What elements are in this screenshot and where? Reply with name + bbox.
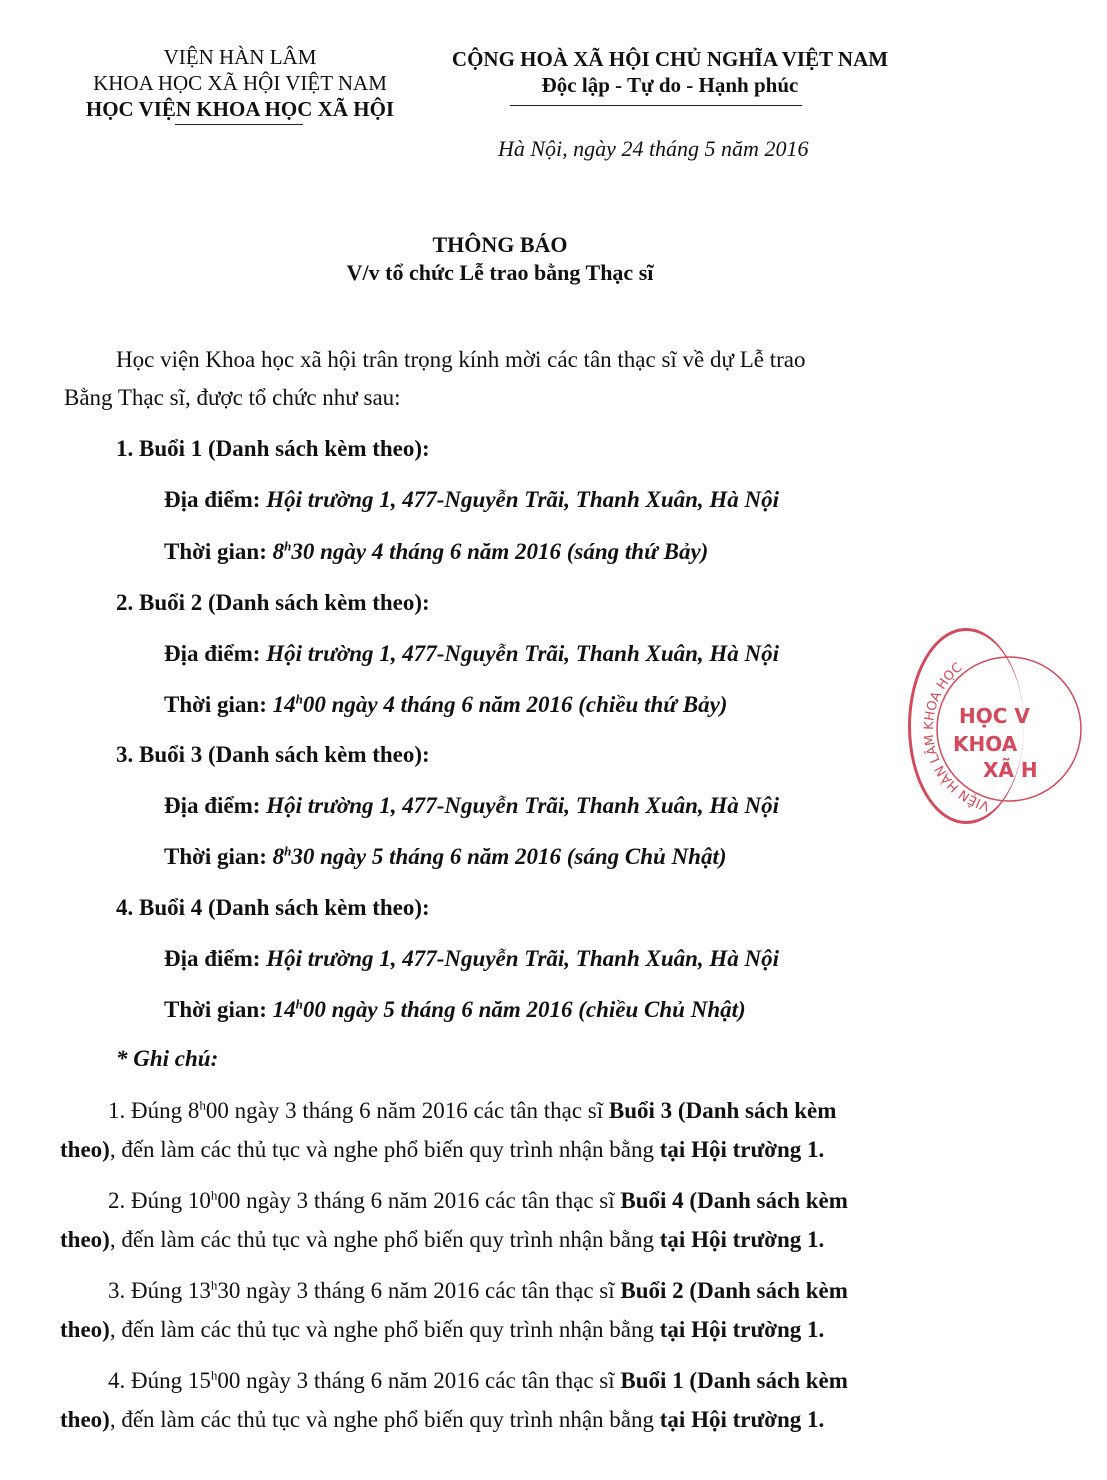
location-label: Địa điểm:	[164, 793, 261, 818]
agency-line-3: HỌC VIỆN KHOA HỌC XÃ HỘI	[85, 97, 395, 121]
time-label: Thời gian:	[164, 844, 267, 869]
national-header	[430, 46, 910, 98]
motto-underline	[510, 105, 802, 106]
location-value: Hội trường 1, 477-Nguyễn Trãi, Thanh Xuân, Hà Nội	[266, 946, 780, 971]
seal-graphic	[911, 631, 1107, 827]
note-text-cont: , đến làm các thủ tục và nghe phổ biến quy trình nhận bằng	[109, 1137, 660, 1162]
note-session: Buổi 3 (Danh sách kèm	[608, 1098, 837, 1123]
note-line-2	[60, 1227, 824, 1253]
note-place: tại Hội trường 1.	[659, 1317, 825, 1342]
time-rest: 30 ngày 4 tháng 6 năm 2016 (sáng thứ Bảy)	[291, 539, 709, 564]
location-value: Hội trường 1, 477-Nguyễn Trãi, Thanh Xuân, Hà Nội	[266, 793, 780, 818]
document-title: THÔNG BÁO	[432, 232, 568, 257]
session-time	[164, 692, 727, 718]
hour-mark: h	[210, 1187, 218, 1203]
note-number: 3. Đúng 13	[108, 1278, 211, 1303]
session-time	[164, 997, 746, 1023]
agency-line-1: VIỆN HÀN LÂM	[163, 45, 317, 69]
note-session: Buổi 2 (Danh sách kèm	[620, 1278, 848, 1303]
note-text: 00 ngày 3 tháng 6 năm 2016 các tân thạc sĩ	[217, 1188, 621, 1213]
seal-line-3: XÃ H	[983, 758, 1038, 782]
session-location	[164, 641, 779, 667]
note-number: 4. Đúng 15	[108, 1368, 211, 1393]
intro-line-2: Bằng Thạc sĩ, được tổ chức như sau:	[64, 385, 401, 410]
note-place: tại Hội trường 1.	[659, 1227, 825, 1252]
location-label: Địa điểm:	[164, 946, 261, 971]
time-label: Thời gian:	[164, 997, 267, 1022]
note-text-cont: , đến làm các thủ tục và nghe phổ biến quy trình nhận bằng	[109, 1317, 660, 1342]
date-line: Hà Nội, ngày 24 tháng 5 năm 2016	[498, 136, 809, 161]
time-rest: 00 ngày 5 tháng 6 năm 2016 (chiều Chủ Nhật)	[302, 997, 746, 1022]
notes-label: * Ghi chú:	[116, 1046, 219, 1071]
location-label: Địa điểm:	[164, 641, 261, 666]
session-location	[164, 487, 779, 513]
location-value: Hội trường 1, 477-Nguyễn Trãi, Thanh Xuân, Hà Nội	[266, 487, 780, 512]
note-session-cont: theo)	[60, 1407, 110, 1432]
session-time	[164, 844, 727, 870]
location-value: Hội trường 1, 477-Nguyễn Trãi, Thanh Xuân, Hà Nội	[266, 641, 780, 666]
note-session-cont: theo)	[60, 1227, 110, 1252]
note-number: 2. Đúng 10	[108, 1188, 211, 1213]
agency-header	[40, 44, 440, 122]
session-location	[164, 793, 779, 819]
hour-mark: h	[284, 843, 292, 859]
national-motto: Độc lập - Tự do - Hạnh phúc	[541, 73, 799, 97]
time-rest: 00 ngày 4 tháng 6 năm 2016 (chiều thứ Bảy)	[302, 692, 728, 717]
time-label: Thời gian:	[164, 692, 267, 717]
time-rest: 30 ngày 5 tháng 6 năm 2016 (sáng Chủ Nhật)	[291, 844, 727, 869]
note-place: tại Hội trường 1.	[659, 1407, 825, 1432]
note-line-1	[108, 1278, 848, 1304]
seal-ring-text: VIỆN HÀN LÂM KHOA HỌC	[921, 660, 992, 814]
note-text-cont: , đến làm các thủ tục và nghe phổ biến quy trình nhận bằng	[109, 1407, 660, 1432]
hour-mark: h	[199, 1097, 206, 1113]
agency-underline	[175, 124, 303, 125]
hour-mark: h	[295, 996, 303, 1012]
note-session: Buổi 1 (Danh sách kèm	[620, 1368, 848, 1393]
seal-line-1: HỌC V	[959, 704, 1030, 728]
note-line-1	[108, 1188, 848, 1214]
note-text-cont: , đến làm các thủ tục và nghe phổ biến quy trình nhận bằng	[109, 1227, 660, 1252]
note-text: 30 ngày 3 tháng 6 năm 2016 các tân thạc sĩ	[217, 1278, 621, 1303]
time-hour: 14	[272, 997, 296, 1022]
note-text: 00 ngày 3 tháng 6 năm 2016 các tân thạc sĩ	[217, 1368, 621, 1393]
session-location	[164, 946, 779, 972]
note-session: Buổi 4 (Danh sách kèm	[620, 1188, 848, 1213]
note-line-1	[108, 1368, 848, 1394]
seal-line-2: KHOA	[953, 732, 1018, 756]
hour-mark: h	[295, 691, 303, 707]
intro-line-1: Học viện Khoa học xã hội trân trọng kính mời các tân thạc sĩ về dự Lễ trao	[116, 347, 806, 372]
time-hour: 8	[272, 844, 285, 869]
document-subtitle: V/v tổ chức Lễ trao bằng Thạc sĩ	[346, 260, 654, 285]
session-heading: 4. Buổi 4 (Danh sách kèm theo):	[116, 895, 430, 920]
hour-mark: h	[210, 1277, 218, 1293]
national-title: CỘNG HOÀ XÃ HỘI CHỦ NGHĨA VIỆT NAM	[451, 47, 889, 71]
note-text: 00 ngày 3 tháng 6 năm 2016 các tân thạc sĩ	[205, 1098, 609, 1123]
agency-line-2: KHOA HỌC XÃ HỘI VIỆT NAM	[93, 71, 387, 95]
location-label: Địa điểm:	[164, 487, 261, 512]
time-label: Thời gian:	[164, 539, 267, 564]
hour-mark: h	[210, 1367, 218, 1383]
note-session-cont: theo)	[60, 1317, 110, 1342]
hour-mark: h	[284, 538, 292, 554]
note-place: tại Hội trường 1.	[659, 1137, 825, 1162]
time-hour: 8	[272, 539, 285, 564]
note-line-2	[60, 1407, 824, 1433]
session-heading: 1. Buổi 1 (Danh sách kèm theo):	[116, 436, 430, 461]
note-number: 1. Đúng 8	[108, 1098, 200, 1123]
note-line-2	[60, 1137, 824, 1163]
note-line-2	[60, 1317, 824, 1343]
session-heading: 2. Buổi 2 (Danh sách kèm theo):	[116, 590, 430, 615]
official-seal	[908, 628, 1038, 824]
session-time	[164, 539, 708, 565]
session-heading: 3. Buổi 3 (Danh sách kèm theo):	[116, 742, 430, 767]
note-line-1	[108, 1098, 836, 1124]
note-session-cont: theo)	[60, 1137, 110, 1162]
time-hour: 14	[272, 692, 296, 717]
